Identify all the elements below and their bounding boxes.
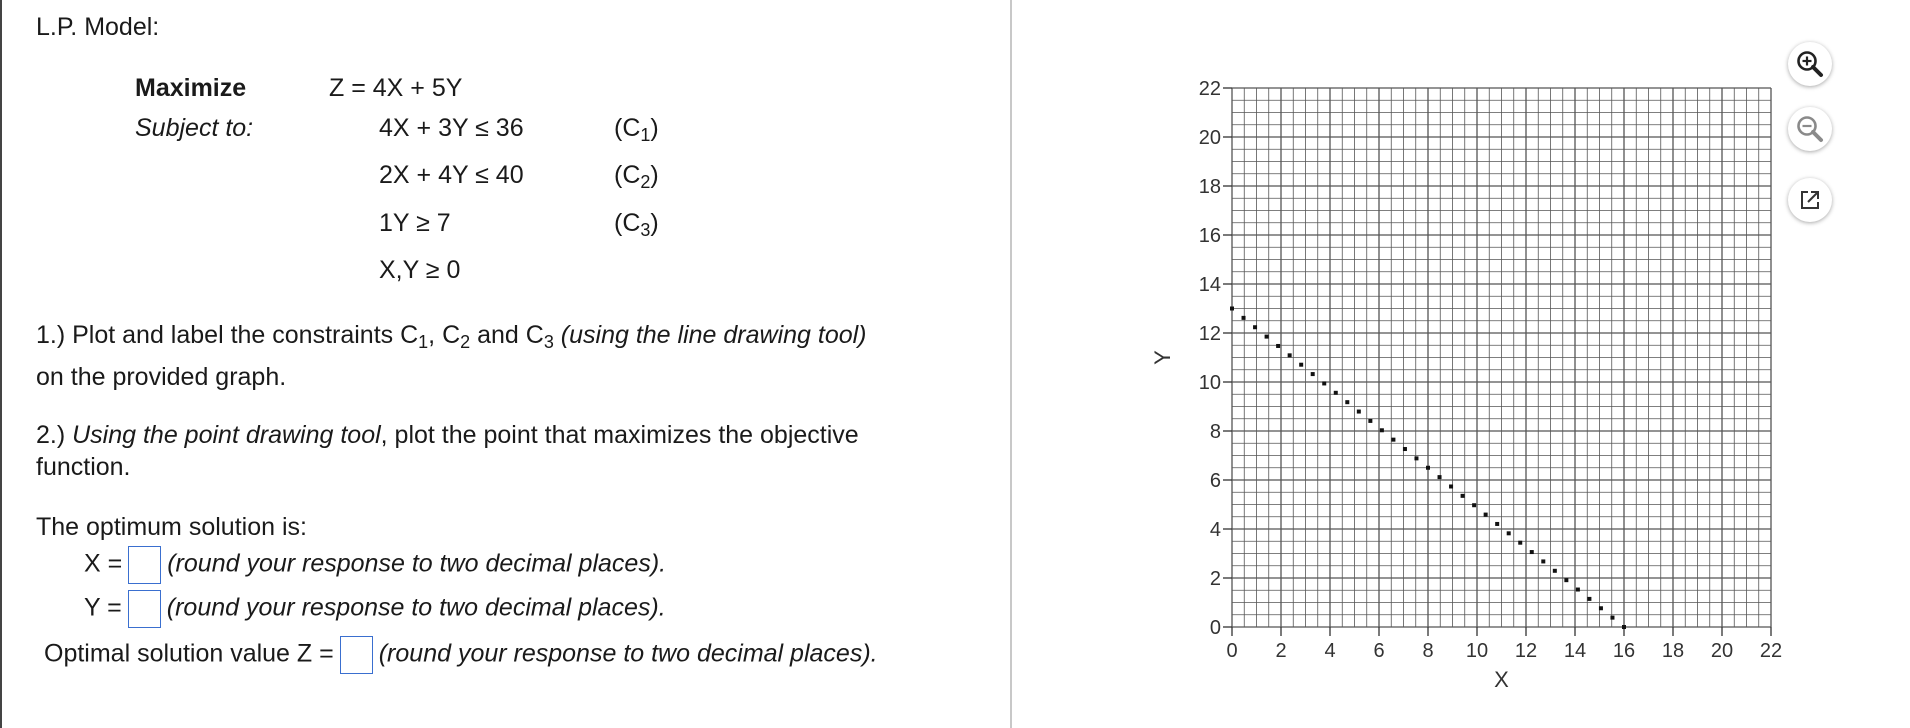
lp-graph[interactable] <box>1084 20 1783 720</box>
dotted-line-dot <box>1461 494 1465 498</box>
x-answer-row: X = (round your response to two decimal places). <box>84 546 666 584</box>
y-answer-input[interactable] <box>128 590 161 628</box>
question-1-line-2: on the provided graph. <box>36 363 287 391</box>
dotted-line-dot <box>1311 372 1315 376</box>
dotted-line-dot <box>1265 335 1269 339</box>
dotted-line-dot <box>1368 419 1372 423</box>
question-2-line-1: 2.) Using the point drawing tool, plot the point that maximizes the objective <box>36 421 859 449</box>
y-tick-label: 2 <box>1209 568 1221 590</box>
dotted-line-dot <box>1610 616 1614 620</box>
dotted-line-dot <box>1518 541 1522 545</box>
x-tick-label: 0 <box>1226 640 1238 662</box>
model-heading: L.P. Model: <box>36 13 160 41</box>
constraint-c3-label: $(C_3)$ <box>614 209 659 241</box>
x-tick-label: 18 <box>1661 640 1685 662</box>
dotted-line-dot <box>1334 391 1338 395</box>
constraint-c1-label: $(C_1)$ <box>614 114 659 146</box>
dotted-line-dot <box>1564 578 1568 582</box>
dotted-line-dot <box>1253 325 1257 329</box>
nonnegativity-constraint: X,Y ≥ 0 <box>379 256 461 284</box>
x-tick-label: 6 <box>1373 640 1385 662</box>
zoom-in-button[interactable] <box>1788 42 1832 86</box>
dotted-line-dot <box>1276 344 1280 348</box>
solution-heading: The optimum solution is: <box>36 513 307 541</box>
dotted-line-dot <box>1553 569 1557 573</box>
dotted-line-dot <box>1576 588 1580 592</box>
subject-to-label: Subject to: <box>135 114 254 142</box>
x-tick-labels <box>1226 640 1782 662</box>
dotted-line-dot <box>1622 625 1626 629</box>
y-tick-label: 12 <box>1198 323 1221 345</box>
x-tick-label: 12 <box>1514 640 1538 662</box>
dotted-line-dot <box>1530 550 1534 554</box>
dotted-line-dot <box>1414 456 1418 460</box>
y-tick-labels <box>1199 78 1221 639</box>
y-tick-label: 22 <box>1198 78 1221 100</box>
constraint-c2-expr: 2X + 4Y ≤ 40 <box>379 161 524 189</box>
constraint-c1-expr: 4X + 3Y ≤ 36 <box>379 114 524 142</box>
dotted-line-dot <box>1426 466 1430 470</box>
objective-function: Z = 4X + 5Y <box>329 74 463 102</box>
popout-icon <box>1797 187 1823 213</box>
dotted-line-dot <box>1587 597 1591 601</box>
zoom-in-icon <box>1795 49 1825 79</box>
dotted-line-dot <box>1230 307 1234 311</box>
x-axis-label: X <box>1494 667 1509 692</box>
dotted-line-dot <box>1541 559 1545 563</box>
question-2-line-2: function. <box>36 453 131 481</box>
x-tick-label: 20 <box>1710 640 1734 662</box>
y-tick-label: 10 <box>1198 372 1221 394</box>
dotted-line-dot <box>1507 531 1511 535</box>
dotted-line-dot <box>1449 484 1453 488</box>
dotted-line-dot <box>1403 447 1407 451</box>
zoom-out-button[interactable] <box>1788 107 1832 151</box>
z-answer-input[interactable] <box>340 636 373 674</box>
dotted-line-dot <box>1380 428 1384 432</box>
grid-minor-lines <box>1232 88 1771 627</box>
x-tick-label: 14 <box>1563 640 1587 662</box>
x-tick-label: 8 <box>1422 640 1434 662</box>
y-axis-label: Y <box>1150 350 1175 365</box>
y-tick-label: 20 <box>1198 127 1221 149</box>
y-tick-label: 8 <box>1209 421 1221 443</box>
dotted-line-dot <box>1484 513 1488 517</box>
dotted-line-dot <box>1357 410 1361 414</box>
dotted-line-dot <box>1438 475 1442 479</box>
zoom-out-icon <box>1795 114 1825 144</box>
x-tick-label: 16 <box>1612 640 1636 662</box>
dotted-line-dot <box>1288 353 1292 357</box>
dotted-line-dot <box>1299 363 1303 367</box>
x-tick-label: 22 <box>1759 640 1783 662</box>
popout-button[interactable] <box>1788 178 1832 222</box>
y-tick-label: 4 <box>1209 519 1221 541</box>
z-answer-row: Optimal solution value Z = (round your response to two decimal places). <box>44 636 878 674</box>
question-1-line-1: 1.) Plot and label the constraints $C_1$, $C_2$ and $C_3$ (using the line drawing tool) <box>36 321 867 353</box>
dotted-line-dot <box>1242 316 1246 320</box>
constraint-c2-label: $(C_2)$ <box>614 161 659 193</box>
dotted-line-dot <box>1345 400 1349 404</box>
y-tick-label: 14 <box>1198 274 1221 296</box>
x-answer-input[interactable] <box>128 546 161 584</box>
y-tick-label: 18 <box>1198 176 1221 198</box>
constraint-c3-expr: 1Y ≥ 7 <box>379 209 451 237</box>
x-tick-label: 4 <box>1324 640 1336 662</box>
dotted-line-dot <box>1495 522 1499 526</box>
y-tick-label: 6 <box>1209 470 1221 492</box>
maximize-label: Maximize <box>135 74 247 102</box>
x-tick-label: 10 <box>1465 640 1489 662</box>
dotted-line-dot <box>1472 503 1476 507</box>
y-tick-label: 0 <box>1209 617 1221 639</box>
graph-panel <box>1014 0 1910 728</box>
dotted-line-dot <box>1322 381 1326 385</box>
y-answer-row: Y = (round your response to two decimal places). <box>84 590 666 628</box>
dotted-line-dot <box>1391 438 1395 442</box>
dotted-line-dot <box>1599 606 1603 610</box>
y-tick-label: 16 <box>1198 225 1221 247</box>
x-tick-label: 2 <box>1275 640 1287 662</box>
